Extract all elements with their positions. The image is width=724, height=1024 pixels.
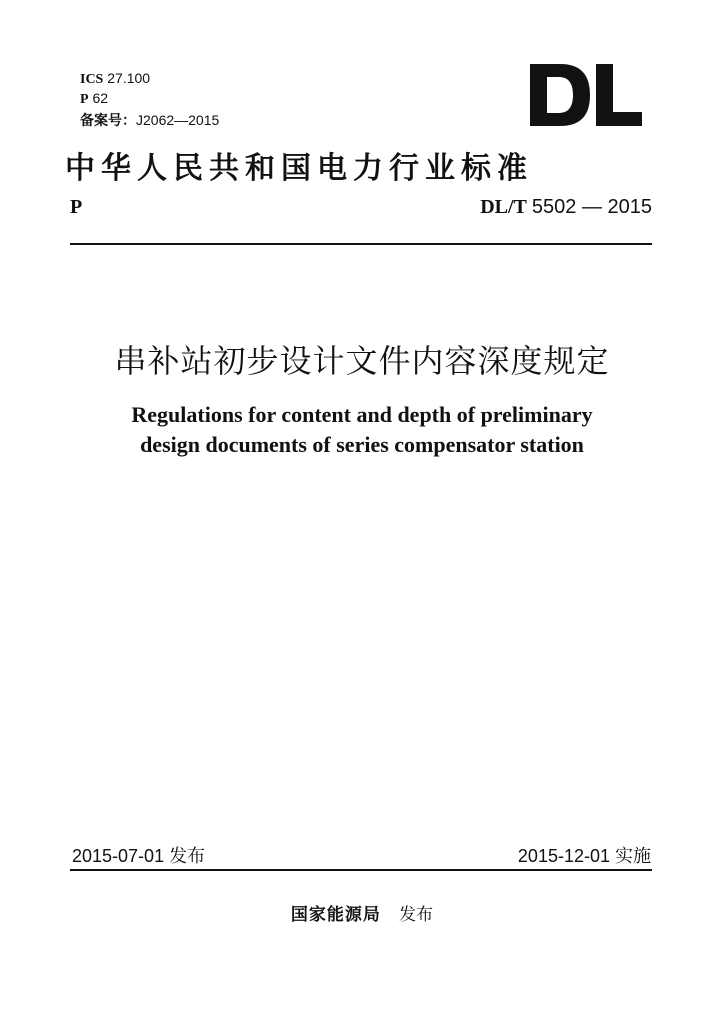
standard-prefix: DL/T [480, 196, 527, 218]
dl-logo [530, 64, 642, 126]
header-divider [70, 243, 652, 245]
publisher-action: 发布 [399, 905, 434, 925]
national-standard-title: 中华人民共和国电力行业标准 [65, 151, 533, 186]
ics-value: 27.100 [107, 70, 151, 86]
publisher-org: 国家能源局 [290, 905, 381, 925]
standard-number [480, 196, 652, 219]
category-code-value: 62 [92, 90, 109, 106]
filing-number [80, 110, 219, 131]
footer-divider [70, 869, 652, 871]
category-letter: P [70, 196, 83, 218]
chinese-title: 串补站初步设计文件内容深度规定 [114, 342, 610, 380]
publisher [0, 900, 724, 925]
filing-label: 备案号： [80, 113, 136, 129]
implementation-date: 2015-12-01 实施 [517, 846, 651, 866]
english-title-line-2: design documents of series compensator station [140, 432, 584, 457]
filing-value: J2062—2015 [136, 112, 220, 128]
category-code [80, 88, 108, 110]
standard-number-value: 5502 — 2015 [531, 196, 652, 218]
english-title-line-1: Regulations for content and depth of preliminary [131, 402, 593, 427]
ics-label: ICS [80, 72, 104, 87]
ics-code [80, 68, 150, 90]
category-code-label: P [80, 92, 89, 107]
issue-date: 2015-07-01 发布 [72, 846, 206, 866]
